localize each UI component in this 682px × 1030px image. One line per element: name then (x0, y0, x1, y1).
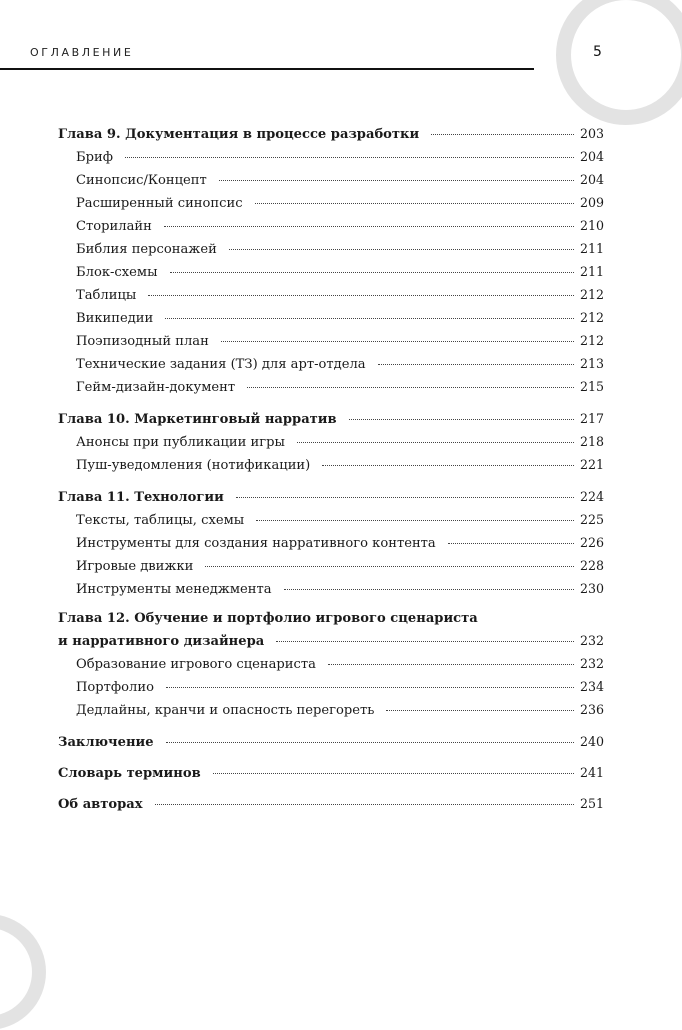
toc-conclusion[interactable] (58, 730, 604, 753)
chapter-title: Об авторах (58, 797, 143, 812)
page-ref: 236 (579, 702, 604, 717)
chapter-title: и нарративного дизайнера (58, 634, 265, 649)
entry-title: Образование игрового сценариста (76, 657, 316, 672)
entry-title: Анонсы при публикации игры (76, 435, 285, 450)
chapter-10-section (58, 407, 604, 476)
page-ref: 232 (579, 633, 604, 648)
page-ref: 224 (579, 489, 604, 504)
page-ref: 212 (579, 333, 604, 348)
page-ref: 212 (579, 310, 604, 325)
page-ref: 215 (579, 379, 604, 394)
page-ref: 241 (579, 765, 604, 780)
toc-glossary[interactable] (58, 761, 604, 784)
decorative-ring-bottom (0, 914, 46, 1030)
dot-leader (284, 589, 574, 590)
entry-title: Пуш-уведомления (нотификации) (76, 458, 311, 473)
toc-entry[interactable] (58, 145, 604, 168)
dot-leader (164, 226, 574, 227)
entry-title: Таблицы (76, 288, 137, 303)
chapter-title: Глава 9. Документация в процессе разработки (58, 127, 420, 142)
dot-leader (276, 641, 574, 642)
page-ref: 211 (579, 264, 604, 279)
entry-title: Инструменты менеджмента (76, 582, 272, 597)
chapter-11-section (58, 485, 604, 600)
toc-entry[interactable] (58, 698, 604, 721)
chapter-title: Глава 12. Обучение и портфолио игрового сценариста (58, 611, 478, 626)
entry-title: Игровые движки (76, 559, 194, 574)
page-ref: 203 (579, 126, 604, 141)
dot-leader (170, 272, 574, 273)
dot-leader (125, 157, 574, 158)
toc-entry[interactable] (58, 191, 604, 214)
chapter-title: Заключение (58, 735, 154, 750)
header-rule (0, 68, 534, 70)
entry-title: Расширенный синопсис (76, 196, 243, 211)
dot-leader (431, 134, 574, 135)
page-ref: 209 (579, 195, 604, 210)
toc-entry[interactable] (58, 168, 604, 191)
entry-title: Сторилайн (76, 219, 152, 234)
page-ref: 226 (579, 535, 604, 550)
dot-leader (221, 341, 574, 342)
toc-entry[interactable] (58, 531, 604, 554)
toc-chapter-10[interactable] (58, 407, 604, 430)
entry-title: Поэпизодный план (76, 334, 209, 349)
toc-chapter-12-line1[interactable] (58, 609, 604, 629)
table-of-contents (58, 122, 604, 823)
toc-entry[interactable] (58, 554, 604, 577)
page-ref: 211 (579, 241, 604, 256)
toc-entry[interactable] (58, 329, 604, 352)
toc-entry[interactable] (58, 675, 604, 698)
dot-leader (349, 419, 574, 420)
dot-leader (297, 442, 574, 443)
page-ref: 232 (579, 656, 604, 671)
dot-leader (155, 804, 574, 805)
page-ref: 234 (579, 679, 604, 694)
dot-leader (448, 543, 574, 544)
dot-leader (148, 295, 574, 296)
entry-title: Синопсис/Концепт (76, 173, 207, 188)
entry-title: Портфолио (76, 680, 154, 695)
entry-title: Википедии (76, 311, 154, 326)
page-ref: 225 (579, 512, 604, 527)
toc-entry[interactable] (58, 237, 604, 260)
page-ref: 218 (579, 434, 604, 449)
entry-title: Тексты, таблицы, схемы (76, 513, 245, 528)
page-ref: 230 (579, 581, 604, 596)
chapter-title: Глава 10. Маркетинговый нарратив (58, 412, 337, 427)
dot-leader (166, 687, 574, 688)
dot-leader (322, 465, 574, 466)
toc-chapter-11[interactable] (58, 485, 604, 508)
entry-title: Инструменты для создания нарративного контента (76, 536, 436, 551)
entry-title: Дедлайны, кранчи и опасность перегореть (76, 703, 375, 718)
toc-entry[interactable] (58, 375, 604, 398)
chapter-title: Словарь терминов (58, 766, 201, 781)
running-header: ОГЛАВЛЕНИЕ (30, 46, 134, 59)
page-ref: 204 (579, 149, 604, 164)
page-ref: 217 (579, 411, 604, 426)
entry-title: Блок-схемы (76, 265, 158, 280)
dot-leader (378, 364, 574, 365)
page-ref: 228 (579, 558, 604, 573)
dot-leader (165, 318, 574, 319)
dot-leader (328, 664, 574, 665)
dot-leader (229, 249, 574, 250)
toc-entry[interactable] (58, 214, 604, 237)
page-ref: 221 (579, 457, 604, 472)
chapter-title: Глава 11. Технологии (58, 490, 224, 505)
entry-title: Бриф (76, 150, 113, 165)
page-number: 5 (593, 44, 602, 60)
toc-entry[interactable] (58, 430, 604, 453)
toc-entry[interactable] (58, 260, 604, 283)
dot-leader (255, 203, 574, 204)
page-ref: 251 (579, 796, 604, 811)
page-ref: 204 (579, 172, 604, 187)
toc-entry[interactable] (58, 453, 604, 476)
dot-leader (256, 520, 574, 521)
dot-leader (247, 387, 574, 388)
toc-chapter-12[interactable] (58, 629, 604, 652)
page-ref: 213 (579, 356, 604, 371)
chapter-9-section (58, 122, 604, 398)
toc-entry[interactable] (58, 306, 604, 329)
entry-title: Гейм-дизайн-документ (76, 380, 236, 395)
toc-entry[interactable] (58, 652, 604, 675)
page-ref: 240 (579, 734, 604, 749)
entry-title: Библия персонажей (76, 242, 217, 257)
dot-leader (236, 497, 574, 498)
decorative-ring-top (556, 0, 682, 125)
toc-authors[interactable] (58, 792, 604, 815)
toc-entry[interactable] (58, 508, 604, 531)
dot-leader (219, 180, 574, 181)
dot-leader (213, 773, 574, 774)
dot-leader (205, 566, 574, 567)
page-ref: 210 (579, 218, 604, 233)
toc-entry[interactable] (58, 283, 604, 306)
toc-chapter-9[interactable] (58, 122, 604, 145)
page-ref: 212 (579, 287, 604, 302)
dot-leader (166, 742, 574, 743)
dot-leader (386, 710, 574, 711)
entry-title: Технические задания (ТЗ) для арт-отдела (76, 357, 366, 372)
toc-entry[interactable] (58, 577, 604, 600)
toc-entry[interactable] (58, 352, 604, 375)
chapter-12-section (58, 609, 604, 721)
